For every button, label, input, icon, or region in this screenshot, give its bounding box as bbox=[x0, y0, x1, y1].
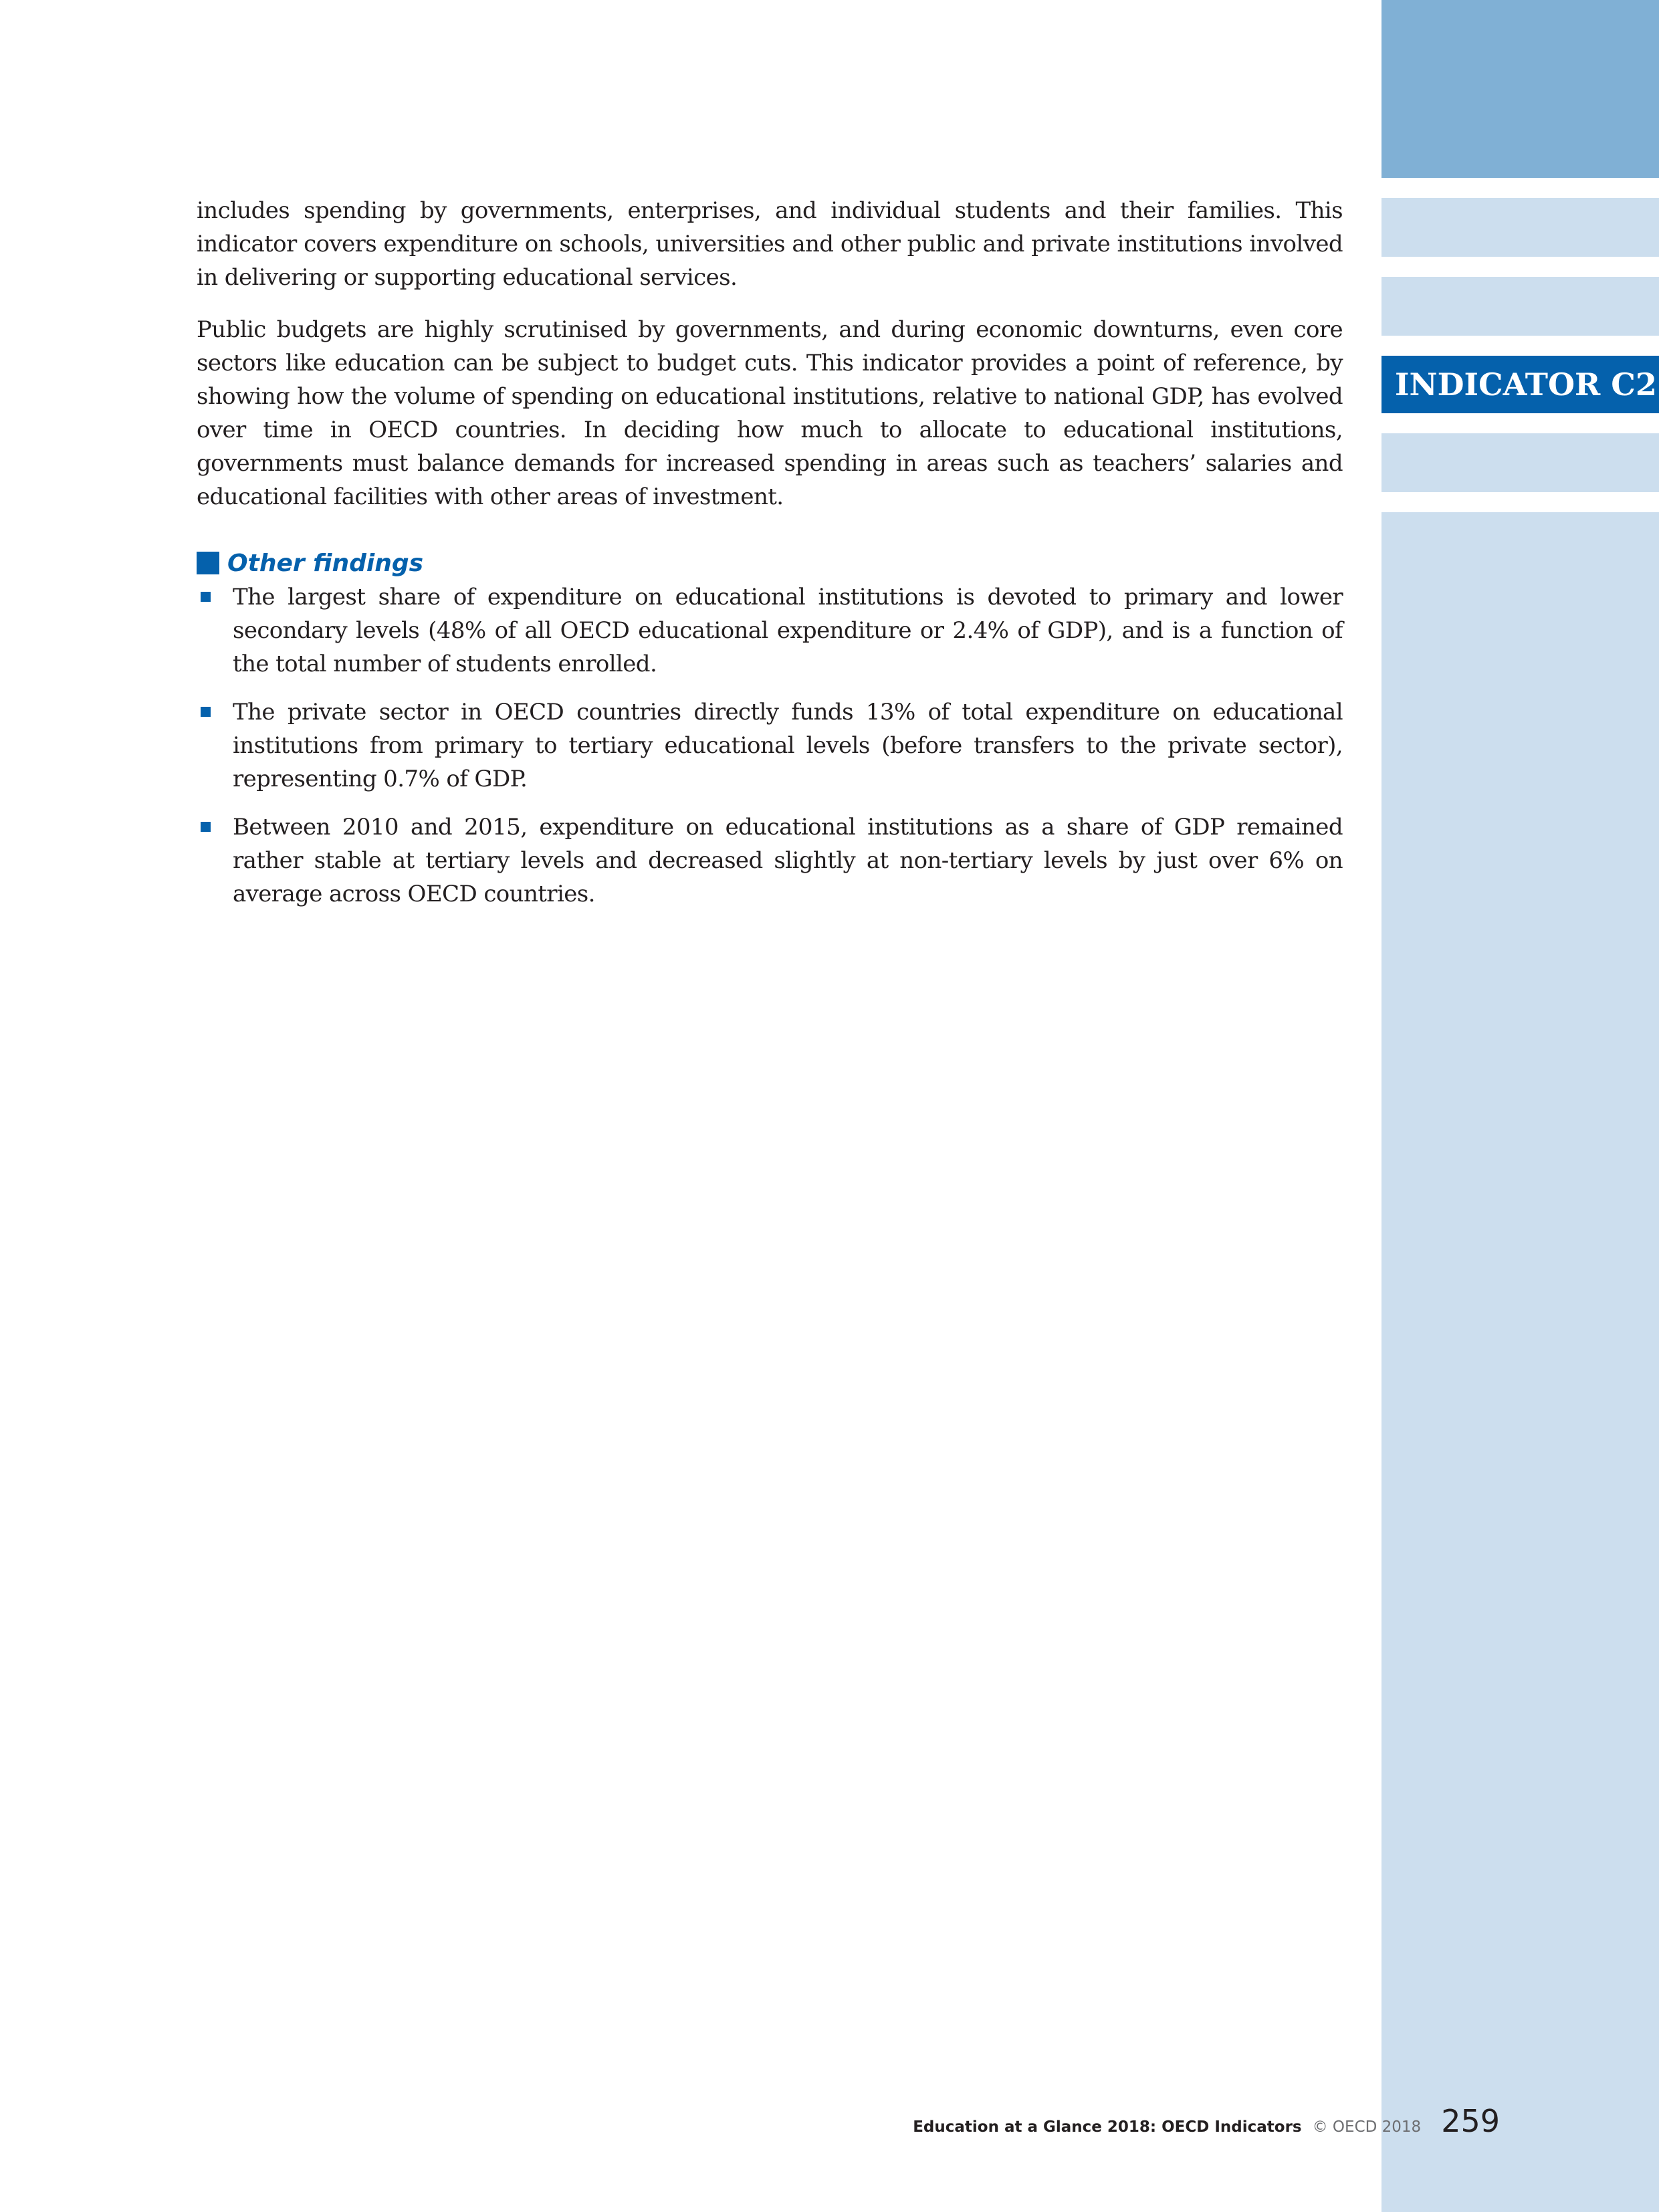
section-title: Other findings bbox=[227, 549, 424, 577]
sidebar-band bbox=[1381, 198, 1659, 257]
findings-list bbox=[197, 580, 1343, 911]
sidebar-gap bbox=[1381, 413, 1659, 433]
sidebar-column bbox=[1381, 512, 1659, 2212]
sidebar-band bbox=[1381, 277, 1659, 336]
sidebar-band bbox=[1381, 433, 1659, 492]
bullet-square-icon bbox=[201, 822, 211, 832]
main-content bbox=[197, 194, 1343, 925]
sidebar-gap bbox=[1381, 336, 1659, 356]
copyright: © OECD 2018 bbox=[1312, 2118, 1422, 2136]
bullet-square-icon bbox=[201, 592, 211, 602]
finding-text: The private sector in OECD countries directly funds 13% of total expenditure on educational institutions from primary to tertiary educational levels (before transfers to the private sector), representing 0.7% of GDP. bbox=[233, 699, 1343, 792]
heading-square-icon bbox=[197, 552, 219, 574]
page-footer bbox=[913, 2103, 1500, 2143]
sidebar-gap bbox=[1381, 492, 1659, 512]
body-paragraph: Public budgets are highly scrutinised by governments, and during economic downturns, even core sectors like education can be subject to budget cuts. This indicator provides a point of reference, by showing how the volume of spending on educational institutions, relative to national GDP, has evolved over time in OECD countries. In deciding how much to allocate to educational institutions, governments must balance demands for increased spending in areas such as teachers’ salaries and educational facilities with other areas of investment. bbox=[197, 316, 1343, 510]
publication-title: Education at a Glance 2018: OECD Indicators bbox=[913, 2118, 1302, 2136]
finding-text: The largest share of expenditure on educational institutions is devoted to primary and lower secondary levels (48% of all OECD educational expenditure or 2.4% of GDP), and is a function of the total number of students enrolled. bbox=[233, 584, 1343, 677]
section-heading bbox=[197, 547, 1343, 579]
sidebar bbox=[1381, 0, 1659, 2212]
list-item bbox=[197, 580, 1343, 681]
page-number: 259 bbox=[1441, 2103, 1500, 2139]
sidebar-top-block bbox=[1381, 0, 1659, 178]
list-item bbox=[197, 810, 1343, 911]
bullet-square-icon bbox=[201, 707, 211, 717]
body-paragraph: includes spending by governments, enterprises, and individual students and their families. This indicator covers expenditure on schools, universities and other public and private institutions involved in delivering or supporting educational services. bbox=[197, 197, 1343, 291]
indicator-label: INDICATOR C2 bbox=[1395, 366, 1657, 403]
finding-text: Between 2010 and 2015, expenditure on educational institutions as a share of GDP remained rather stable at tertiary levels and decreased slightly at non-tertiary levels by just over 6% on average across OECD countries. bbox=[233, 814, 1343, 907]
list-item bbox=[197, 695, 1343, 796]
sidebar-gap bbox=[1381, 257, 1659, 277]
sidebar-gap bbox=[1381, 178, 1659, 198]
